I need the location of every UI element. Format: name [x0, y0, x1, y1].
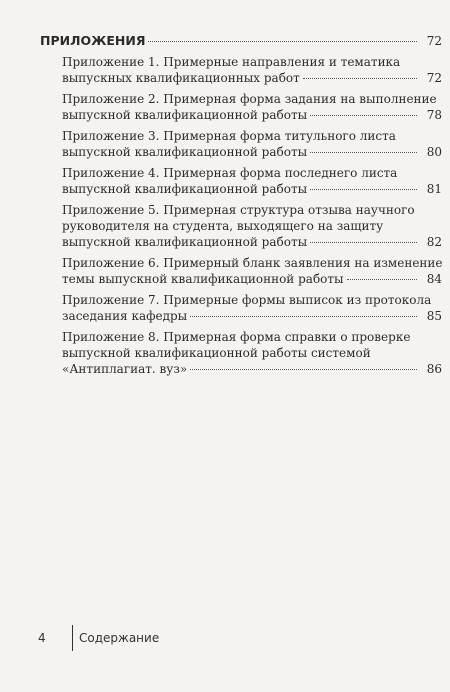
entry-line: руководителя на студента, выходящего на защиту	[62, 219, 384, 233]
toc-entry[interactable]	[40, 202, 442, 250]
section-title: ПРИЛОЖЕНИЯ	[40, 33, 146, 48]
entry-last-line: заседания кафедры	[62, 309, 188, 323]
leader-dots	[310, 242, 417, 243]
page-footer	[38, 625, 159, 651]
leader-dots	[303, 78, 417, 79]
entry-page: 81	[426, 182, 442, 196]
table-of-contents	[40, 33, 442, 377]
entry-line: выпускной квалификационной работы системой	[62, 346, 371, 360]
leader-dots	[310, 189, 417, 190]
entry-line: Приложение 5. Примерная структура отзыва научного	[62, 203, 415, 217]
toc-entry[interactable]	[40, 329, 442, 377]
entry-line: Приложение 7. Примерные формы выписок из протокола	[62, 293, 432, 307]
leader-dots	[310, 152, 417, 153]
section-page: 72	[426, 34, 442, 48]
page-number: 4	[38, 631, 46, 645]
entry-last-line: выпускных квалификационных работ	[62, 71, 300, 85]
toc-entry[interactable]	[40, 128, 442, 160]
footer-divider	[72, 625, 73, 651]
toc-section-heading[interactable]	[40, 33, 442, 49]
leader-dots	[148, 41, 417, 42]
entry-page: 72	[426, 71, 442, 85]
leader-dots	[310, 115, 417, 116]
running-title: Содержание	[79, 631, 160, 645]
entry-line: Приложение 6. Примерный бланк заявления на изменение	[62, 256, 443, 270]
toc-entry[interactable]	[40, 91, 442, 123]
entry-last-line: выпускной квалификационной работы	[62, 145, 308, 159]
entry-line: Приложение 3. Примерная форма титульного листа	[62, 129, 396, 143]
entry-line: Приложение 2. Примерная форма задания на выполнение	[62, 92, 437, 106]
entry-page: 82	[426, 235, 442, 249]
leader-dots	[347, 279, 417, 280]
entry-line: Приложение 1. Примерные направления и тематика	[62, 55, 401, 69]
entry-page: 80	[426, 145, 442, 159]
entry-last-line: «Антиплагиат. вуз»	[62, 362, 188, 376]
toc-entry[interactable]	[40, 292, 442, 324]
leader-dots	[190, 369, 417, 370]
entry-last-line: выпускной квалификационной работы	[62, 108, 308, 122]
entry-line: Приложение 4. Примерная форма последнего листа	[62, 166, 398, 180]
entry-page: 85	[426, 309, 442, 323]
entry-page: 84	[426, 272, 442, 286]
toc-entry[interactable]	[40, 255, 442, 287]
toc-entry[interactable]	[40, 165, 442, 197]
entry-last-line: выпускной квалификационной работы	[62, 182, 308, 196]
entry-page: 78	[426, 108, 442, 122]
entry-page: 86	[426, 362, 442, 376]
toc-entry[interactable]	[40, 54, 442, 86]
leader-dots	[190, 316, 417, 317]
entry-last-line: темы выпускной квалификационной работы	[62, 272, 344, 286]
entry-line: Приложение 8. Примерная форма справки о проверке	[62, 330, 411, 344]
entry-last-line: выпускной квалификационной работы	[62, 235, 308, 249]
